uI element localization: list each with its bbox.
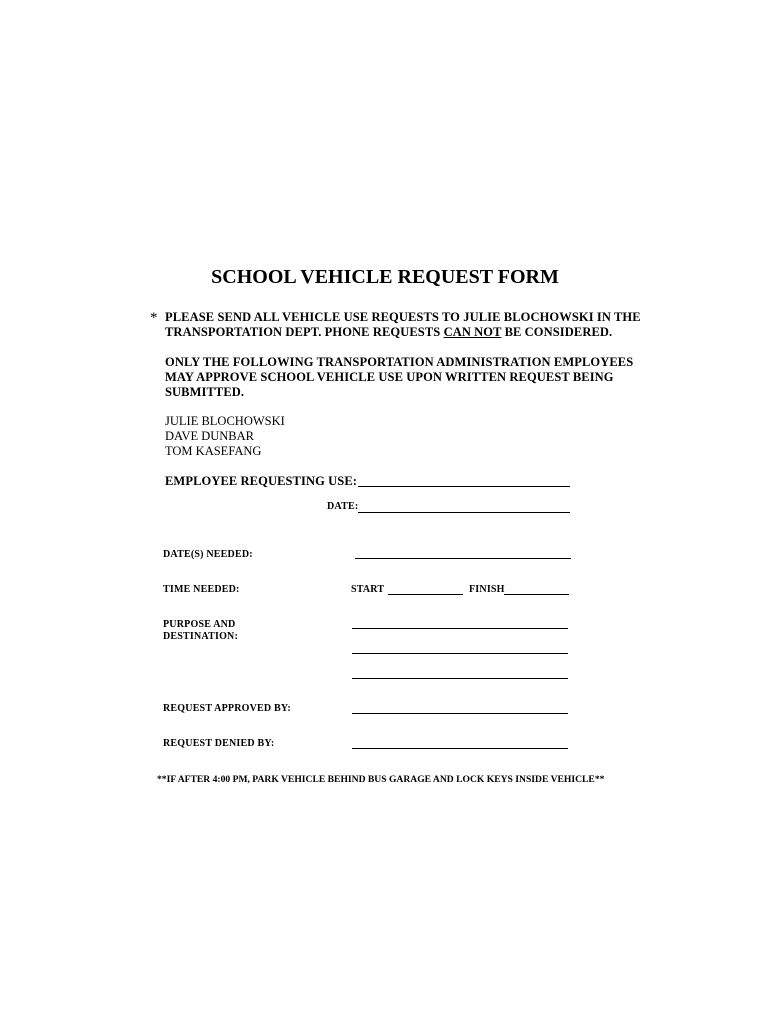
form-title: SCHOOL VEHICLE REQUEST FORM (211, 266, 559, 288)
finish-label: FINISH (469, 584, 505, 595)
start-label: START (351, 584, 385, 595)
purpose-field-line-1[interactable] (352, 628, 568, 629)
notice-cannot: CAN NOT (443, 325, 502, 339)
footer-note: **IF AFTER 4:00 PM, PARK VEHICLE BEHIND BUS GARAGE AND LOCK KEYS INSIDE VEHICLE** (157, 774, 605, 785)
dates-needed-field[interactable] (355, 558, 571, 559)
approval-note-line-2: MAY APPROVE SCHOOL VEHICLE USE UPON WRITTEN REQUEST BEING (165, 370, 614, 384)
purpose-label-1: PURPOSE AND (163, 619, 236, 630)
purpose-field-line-2[interactable] (352, 653, 568, 654)
notice-line-1: PLEASE SEND ALL VEHICLE USE REQUESTS TO JULIE BLOCHOWSKI IN THE (165, 310, 641, 324)
approver-name: JULIE BLOCHOWSKI (165, 414, 285, 428)
finish-time-field[interactable] (504, 594, 569, 595)
purpose-label-2: DESTINATION: (163, 631, 239, 642)
date-label: DATE: (327, 501, 359, 512)
employee-requesting-field[interactable] (358, 486, 570, 487)
employee-requesting-label: EMPLOYEE REQUESTING USE: (165, 474, 358, 488)
approved-by-field[interactable] (352, 713, 568, 714)
notice-line-2-pre: TRANSPORTATION DEPT. PHONE REQUESTS (165, 325, 444, 339)
date-field[interactable] (358, 512, 570, 513)
approver-name: TOM KASEFANG (165, 444, 262, 458)
dates-needed-label: DATE(S) NEEDED: (163, 549, 253, 560)
notice-asterisk: * (150, 310, 158, 326)
notice-line-2 (165, 325, 612, 340)
start-time-field[interactable] (388, 594, 463, 595)
time-needed-label: TIME NEEDED: (163, 584, 240, 595)
approval-note-line-3: SUBMITTED. (165, 385, 245, 399)
denied-by-field[interactable] (352, 748, 568, 749)
approval-note-line-1: ONLY THE FOLLOWING TRANSPORTATION ADMINISTRATION EMPLOYEES (165, 355, 634, 369)
approver-name: DAVE DUNBAR (165, 429, 255, 443)
notice-line-2-post: BE CONSIDERED. (501, 325, 613, 339)
approved-by-label: REQUEST APPROVED BY: (163, 703, 291, 714)
purpose-field-line-3[interactable] (352, 678, 568, 679)
denied-by-label: REQUEST DENIED BY: (163, 738, 275, 749)
